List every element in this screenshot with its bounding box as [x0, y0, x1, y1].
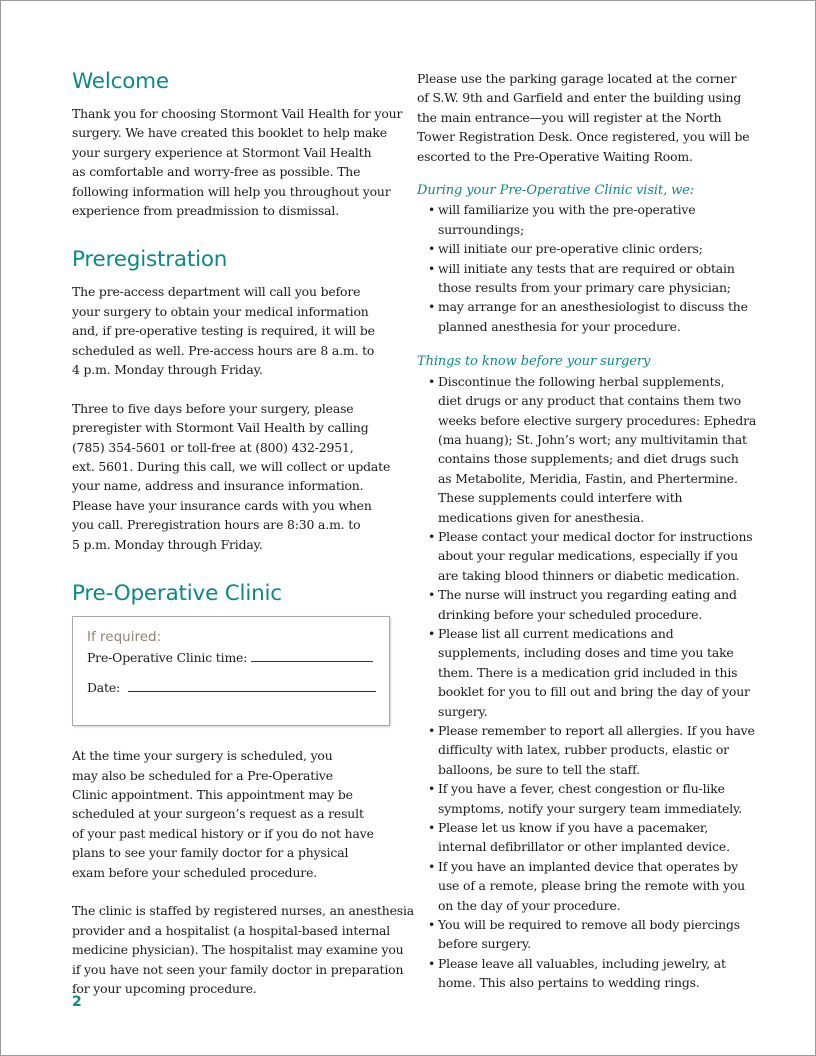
- list-item-line: are taking blood thinners or diabetic medication.: [438, 567, 740, 583]
- list-item-line: contains those supplements; and diet drugs such: [438, 451, 739, 467]
- clinic-date-blank[interactable]: [128, 677, 376, 692]
- text-line: your surgery to obtain your medical information: [72, 303, 369, 319]
- welcome-heading: Welcome: [72, 69, 169, 94]
- clinic-date-label: Date:: [87, 679, 121, 695]
- list-item-line: • will initiate our pre-operative clinic orders;: [438, 241, 703, 257]
- preregistration-heading: Preregistration: [72, 247, 228, 273]
- if-required-box: [72, 616, 390, 726]
- text-line: as comfortable and worry-free as possible. The: [72, 164, 361, 180]
- visit-list: [417, 200, 751, 336]
- list-item: [417, 624, 751, 721]
- text-line: preregister with Stormont Vail Health by calling: [72, 420, 369, 436]
- text-line: Clinic appointment. This appointment may be: [72, 786, 353, 802]
- text-line: plans to see your family doctor for a physical: [72, 845, 349, 861]
- list-item-line: them. There is a medication grid included in this: [438, 664, 738, 680]
- list-item-line: those results from your primary care physician;: [438, 280, 731, 296]
- text-line: At the time your surgery is scheduled, you: [72, 748, 333, 764]
- list-item-line: medications given for anesthesia.: [438, 509, 645, 525]
- text-line: The clinic is staffed by registered nurses, an anesthesia: [72, 903, 415, 919]
- list-item: [417, 857, 751, 915]
- list-item-line: use of a remote, please bring the remote with you: [438, 878, 745, 894]
- preregistration-text-1: [72, 282, 408, 379]
- list-item: [417, 200, 751, 239]
- list-item-line: diet drugs or any product that contains them two: [438, 393, 741, 409]
- list-item-line: • Please contact your medical doctor for instructions: [438, 528, 753, 544]
- text-line: of your past medical history or if you do not have: [72, 825, 374, 841]
- list-item-line: • Discontinue the following herbal supplements,: [438, 373, 725, 389]
- list-item-line: symptoms, notify your surgery team immediately.: [438, 800, 743, 816]
- clinic-time-label: Pre-Operative Clinic time:: [87, 650, 248, 666]
- text-line: surgery. We have created this booklet to help make: [72, 125, 387, 141]
- list-item-line: home. This also pertains to wedding rings.: [438, 975, 700, 991]
- list-item-line: planned anesthesia for your procedure.: [438, 318, 681, 334]
- left-column: [72, 67, 415, 998]
- list-item: [417, 915, 751, 954]
- list-item-line: difficulty with latex, rubber products, elastic or: [438, 742, 729, 758]
- list-item-line: • Please let us know if you have a pacemaker,: [438, 820, 709, 836]
- list-item-line: drinking before your scheduled procedure.: [438, 606, 703, 622]
- list-item-line: • If you have an implanted device that operates by: [438, 858, 738, 874]
- list-item-line: about your regular medications, especially if you: [438, 548, 738, 564]
- clinic-time-blank[interactable]: [251, 647, 373, 662]
- welcome-text: [72, 104, 408, 220]
- list-item-line: weeks before elective surgery procedures: Ephedra: [438, 412, 757, 428]
- parking-text: [417, 69, 751, 166]
- text-line: following information will help you throughout your: [72, 183, 391, 199]
- page-number: 2: [72, 994, 82, 1010]
- text-line: (785) 354-5601 or toll-free at (800) 432-2951,: [72, 439, 354, 455]
- text-line: Tower Registration Desk. Once registered, you will be: [417, 129, 750, 145]
- preop-clinic-heading: Pre-Operative Clinic: [72, 581, 282, 607]
- text-line: Please use the parking garage located at the corner: [417, 71, 737, 86]
- text-line: and, if pre-operative testing is required, it will be: [72, 323, 375, 339]
- list-item-line: • Please leave all valuables, including jewelry, at: [438, 955, 726, 971]
- list-item-line: balloons, be sure to tell the staff.: [438, 761, 640, 777]
- text-line: medicine physician). The hospitalist may examine you: [72, 942, 404, 958]
- list-item-line: booklet for you to fill out and bring the day of your: [438, 684, 750, 700]
- preop-text-1: [72, 746, 408, 882]
- list-item-line: • Please remember to report all allergies. If you have: [438, 723, 755, 738]
- text-line: of S.W. 9th and Garfield and enter the building using: [417, 90, 742, 106]
- text-line: your name, address and insurance information.: [72, 478, 364, 494]
- text-line: your surgery experience at Stormont Vail Health: [72, 144, 372, 160]
- text-line: provider and a hospitalist (a hospital-based internal: [72, 922, 391, 938]
- list-item: [417, 297, 751, 336]
- text-line: Three to five days before your surgery, please: [72, 400, 354, 416]
- text-line: experience from preadmission to dismissal.: [72, 203, 339, 219]
- text-line: ext. 5601. During this call, we will collect or update: [72, 459, 391, 475]
- list-item: [417, 779, 751, 818]
- preregistration-text-2: [72, 399, 408, 554]
- text-line: escorted to the Pre-Operative Waiting Room.: [417, 148, 693, 164]
- things-subheading: Things to know before your surgery: [417, 354, 651, 370]
- list-item-line: as Metabolite, Meridia, Fastin, and Phertermine.: [438, 470, 738, 486]
- right-column: [417, 69, 757, 993]
- things-list: [417, 372, 757, 993]
- list-item-line: supplements, including doses and time you take: [438, 645, 734, 661]
- text-line: 4 p.m. Monday through Friday.: [72, 362, 263, 378]
- list-item: [417, 818, 751, 857]
- text-line: the main entrance—you will register at the North: [417, 109, 722, 125]
- list-item: [417, 239, 751, 258]
- text-line: The pre-access department will call you before: [72, 284, 361, 300]
- visit-subheading: During your Pre-Operative Clinic visit, we:: [417, 183, 695, 199]
- text-line: scheduled at your surgeon’s request as a result: [72, 806, 364, 822]
- text-line: Thank you for choosing Stormont Vail Health for your: [72, 106, 403, 121]
- clinic-date-row: [87, 677, 375, 697]
- list-item-line: • may arrange for an anesthesiologist to discuss the: [438, 299, 748, 315]
- list-item: [417, 585, 751, 624]
- text-line: Please have your insurance cards with you when: [72, 497, 372, 513]
- text-line: may also be scheduled for a Pre-Operative: [72, 767, 333, 783]
- text-line: you call. Preregistration hours are 8:30 a.m. to: [72, 517, 361, 533]
- list-item-line: surroundings;: [438, 221, 524, 237]
- list-item-line: • The nurse will instruct you regarding eating and: [438, 587, 737, 603]
- text-line: scheduled as well. Pre-access hours are 8 a.m. to: [72, 342, 375, 358]
- list-item-line: on the day of your procedure.: [438, 897, 621, 913]
- text-line: if you have not seen your family doctor in preparation: [72, 961, 404, 977]
- list-item: [417, 259, 751, 298]
- list-item-line: • Please list all current medications and: [438, 625, 674, 641]
- if-required-title: If required:: [87, 629, 162, 646]
- list-item: [417, 372, 757, 527]
- list-item-line: • If you have a fever, chest congestion or flu-like: [438, 781, 725, 797]
- list-item: [417, 527, 751, 585]
- text-line: for your upcoming procedure.: [72, 980, 257, 996]
- list-item-line: surgery.: [438, 703, 488, 719]
- list-item-line: internal defibrillator or other implanted device.: [438, 839, 730, 855]
- list-item-line: • will initiate any tests that are required or obtain: [438, 260, 735, 276]
- list-item-line: • will familiarize you with the pre-operative: [438, 202, 696, 218]
- text-line: 5 p.m. Monday through Friday.: [72, 536, 263, 552]
- list-item-line: before surgery.: [438, 936, 531, 952]
- clinic-time-row: [87, 647, 375, 667]
- list-item-line: These supplements could interfere with: [438, 490, 683, 506]
- preop-text-2: [72, 901, 415, 998]
- list-item: [417, 954, 751, 993]
- list-item-line: (ma huang); St. John’s wort; any multivitamin that: [438, 431, 747, 447]
- list-item: [417, 721, 755, 779]
- text-line: exam before your scheduled procedure.: [72, 864, 318, 880]
- list-item-line: • You will be required to remove all body piercings: [438, 917, 740, 933]
